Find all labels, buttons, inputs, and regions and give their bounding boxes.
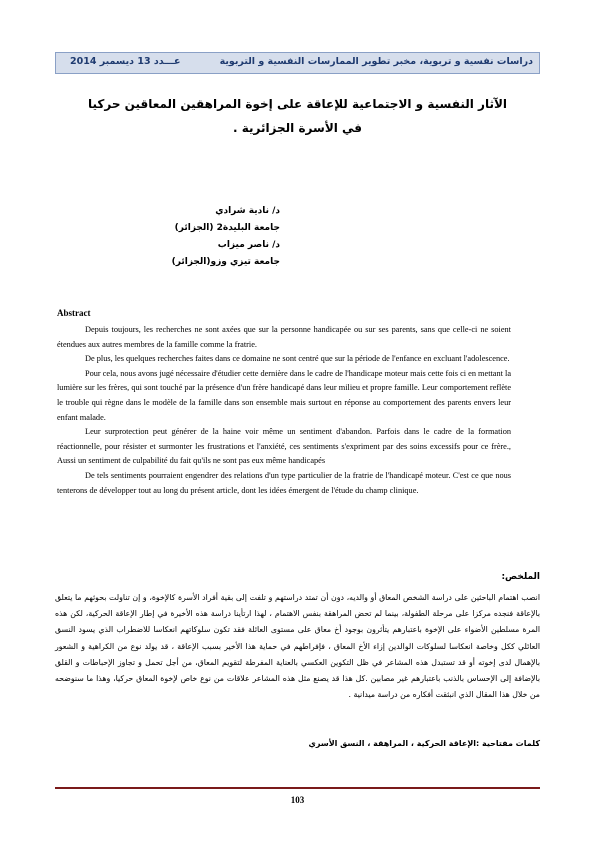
keywords-line: كلمات مفتاحية :الإعاقة الحركية ، المراهقة ، النسق الأسري [308,739,540,748]
issue-label: عـــدد 13 ديسمبر 2014 [70,56,181,67]
arabic-summary-heading: الملخص: [501,572,540,582]
abstract-paragraph: De plus, les quelques recherches faites dans ce domaine ne sont centré que sur la période de l'enfance en excluant l'adolescence. [85,354,510,364]
article-title-line-1: الآثار النفسية و الاجتماعية للإعاقة على إخوة المراهقين المعاقين حركيا [87,97,508,111]
article-title-line-2: في الأسرة الجزائرية . [232,121,363,135]
journal-header-bar [55,52,540,74]
abstract-paragraph: Leur surprotection peut générer de la haine voir même un sentiment d'abandon. Parfois dans le cadre de la formation réactionnelle, pour résister et surmonter les frustrations et l'anxiété, ces sentiments s'expriment par des soins excessifs pour ce frère., Aussi un sentiment de culpabilité du fait qu'ils ne sont pas eux même handicapés [57,427,511,466]
journal-name: دراسات نفسية و تربوية، مخبر تطوير الممارسات النفسية و التربوية [219,56,533,67]
author-2-name: د/ ناصر ميزاب [217,240,280,250]
abstract-body [57,323,511,498]
author-1-affiliation: جامعة البليدة2 (الجزائر) [174,223,280,233]
abstract-paragraph: De tels sentiments pourraient engendrer des relations d'un type particulier de la fratrie de l'handicapé moteur. C'est ce que nous tenterons de développer tout au long du présent article, dont les idées émergent de l'étude du champ clinique. [57,470,511,495]
abstract-paragraph: Depuis toujours, les recherches ne sont axées que sur la personne handicapée ou sur ses parents, sans que celle-ci ne soient étendues aux autres membres de la famille comme la fratrie. [57,325,511,349]
abstract-heading: Abstract [57,308,91,318]
footer-divider [55,787,540,789]
author-1-name: د/ نادية شرادي [215,206,280,216]
author-2-affiliation: جامعة تيزي وزو(الجزائر) [171,257,280,267]
arabic-summary-text: انصب اهتمام الباحثين على دراسة الشخص المعاق أو والديه، دون أن تمتد دراستهم و تلفت إلى بقية أفراد الأسرة كالإخوة، و إن تناولت بحوثهم ما يتعلق بالإعاقة فنجده مركزا على مرحلة الطفولة، بينما لم تحض المراهقة بنفس الاهتمام ، لهذا ارتأينا دراسة هذه الأخيرة في إطار الإعاقة الحركية، لكن هذه المرة مسلطين الأضواء على الإخوة باعتبارهم يتأثرون بوجود أخ معاق على مستوى العائلة فقد تكون سلوكاتهم انعكاسا للاضطراب الذي يسود النسق العائلي ككل وخاصة انعكاسا لسلوكات الوالدين إزاء الأخ المعاق ، فإفراطهم في حماية هذا الأخير بسبب الإعاقة ، قد يولد نوع من الكراهية و الشعور بالإهمال لدى إخوته أو قد تستبدل هذه المشاعر في ظل التكوين العكسي بالعناية المفرطة لتقويم المعاق، من أجل تحمل و تجاوز الإحباطات و القلق بالإضافة إلى الإحساس بالذنب باعتبارهم غير مصابين .كل هذا قد يصنع مثل هذه المشاعر علاقات من نوع خاص لإخوة المعاق حركيا، وهذا ما سنوضحه من خلال هذا المقال الذي انبثقت أفكاره من دراسة ميدانية . [55,593,540,700]
page-number: 103 [290,795,305,805]
arabic-summary-body [55,590,540,703]
abstract-paragraph: Pour cela, nous avons jugé nécessaire d'étudier cette dernière dans le cadre de l'handicape moteur mais cette fois ci en mettant la lumière sur les frères, qui sont touché par la présence d'un frère handicapé dans leur milieu et propre famille. Leur comportement reflète le trouble qui règne dans le modèle de la famille dans son ensemble mais surtout en réponse au comportement des parents envers leur enfant malade. [57,368,511,422]
